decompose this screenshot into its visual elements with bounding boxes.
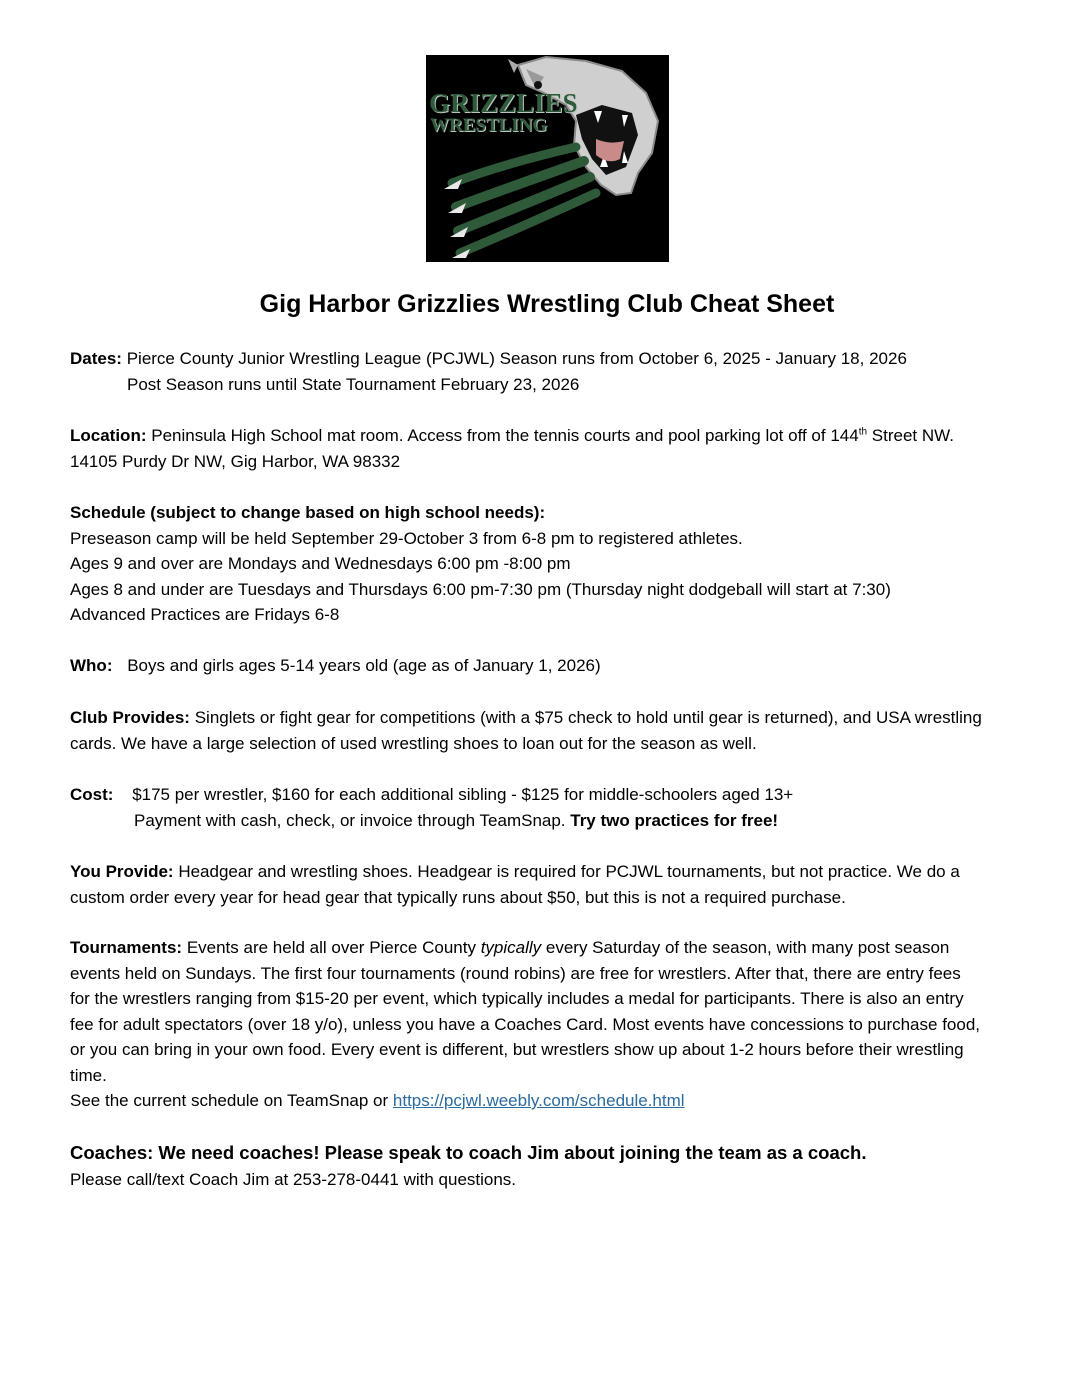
club-provides-line1: Singlets or fight gear for competitions (with a $75 check to hold until gear is returned), and USA wrestling <box>194 708 982 727</box>
coaches-heading: Coaches: We need coaches! Please speak to coach Jim about joining the team as a coach. <box>70 1142 867 1163</box>
you-provide-label: You Provide: <box>70 862 174 881</box>
tournaments-section <box>70 935 980 1114</box>
schedule-line: Advanced Practices are Fridays 6-8 <box>70 605 340 624</box>
tournaments-line: or you can bring in your own food. Every event is different, but wrestlers show up about 1-2 hours before their wrestling <box>70 1040 964 1059</box>
club-provides-label: Club Provides: <box>70 708 190 727</box>
schedule-line: Ages 8 and under are Tuesdays and Thursdays 6:00 pm-7:30 pm (Thursday night dodgeball will start at 7:30) <box>70 579 891 599</box>
club-provides-line2: cards. We have a large selection of used wrestling shoes to loan out for the season as well. <box>70 733 757 753</box>
dates-section <box>70 346 907 397</box>
cost-free-trial: Try two practices for free! <box>570 810 779 830</box>
tournaments-label: Tournaments: <box>70 938 183 957</box>
tournaments-line: time. <box>70 1065 107 1085</box>
coaches-contact: Please call/text Coach Jim at 253-278-0441 with questions. <box>70 1169 517 1189</box>
club-provides-section <box>70 705 982 756</box>
dates-line1: Pierce County Junior Wrestling League (PCJWL) Season runs from October 6, 2025 - January 18, 2026 <box>126 349 907 368</box>
tournaments-italic: typically <box>480 938 542 957</box>
location-line1-post: Street NW. <box>867 426 954 445</box>
you-provide-line2: custom order every year for head gear that typically runs about $50, but this is not a required purchase. <box>70 887 846 907</box>
tournaments-line: events held on Sundays. The first four tournaments (round robins) are free for wrestlers. After that, there are entry fees <box>70 963 961 983</box>
grizzlies-logo <box>426 55 669 262</box>
who-text: Boys and girls ages 5-14 years old (age as of January 1, 2026) <box>127 656 601 675</box>
who-label: Who: <box>70 656 113 675</box>
location-line1-pre: Peninsula High School mat room. Access from the tennis courts and pool parking lot off of 144 <box>151 426 859 445</box>
location-label: Location: <box>70 426 147 445</box>
cost-section <box>70 782 793 833</box>
schedule-link-text: See the current schedule on TeamSnap or <box>70 1091 393 1110</box>
dates-label: Dates: <box>70 349 122 368</box>
tournaments-line1-pre: Events are held all over Pierce County <box>186 938 481 957</box>
schedule-line: Preseason camp will be held September 29-October 3 from 6-8 pm to registered athletes. <box>70 528 743 548</box>
location-section <box>70 423 954 474</box>
schedule-line: Ages 9 and over are Mondays and Wednesdays 6:00 pm -8:00 pm <box>70 554 571 573</box>
cost-line1: $175 per wrestler, $160 for each additional sibling - $125 for middle-schoolers aged 13+ <box>132 785 794 804</box>
page-title: Gig Harbor Grizzlies Wrestling Club Cheat Sheet <box>259 290 835 318</box>
logo-word-wrestling: WRESTLING <box>430 115 548 136</box>
coaches-section <box>70 1139 866 1192</box>
tournaments-line: fee for adult spectators (over 18 y/o), unless you have a Coaches Card. Most events have concessions to purchase food, <box>70 1014 980 1034</box>
schedule-section <box>70 500 891 628</box>
cost-label: Cost: <box>70 785 114 804</box>
dates-line2: Post Season runs until State Tournament February 23, 2026 <box>127 374 580 394</box>
you-provide-section <box>70 859 960 910</box>
who-section <box>70 653 601 679</box>
tournaments-line: for the wrestlers ranging from $15-20 per event, which typically includes a medal for participants. There is also an entry <box>70 989 964 1008</box>
location-line1-sup: th <box>858 426 868 438</box>
logo-word-grizzlies: GRIZZLIES <box>429 88 578 118</box>
schedule-label: Schedule (subject to change based on high school needs): <box>70 503 546 522</box>
schedule-link[interactable]: https://pcjwl.weebly.com/schedule.html <box>392 1091 685 1110</box>
you-provide-line1: Headgear and wrestling shoes. Headgear is required for PCJWL tournaments, but not practice. We do a <box>178 862 960 881</box>
cost-line2: Payment with cash, check, or invoice through TeamSnap. <box>134 810 571 830</box>
tournaments-line1-post: every Saturday of the season, with many post season <box>541 938 950 957</box>
location-line2: 14105 Purdy Dr NW, Gig Harbor, WA 98332 <box>70 451 401 471</box>
bear-claw-icon <box>426 55 669 262</box>
